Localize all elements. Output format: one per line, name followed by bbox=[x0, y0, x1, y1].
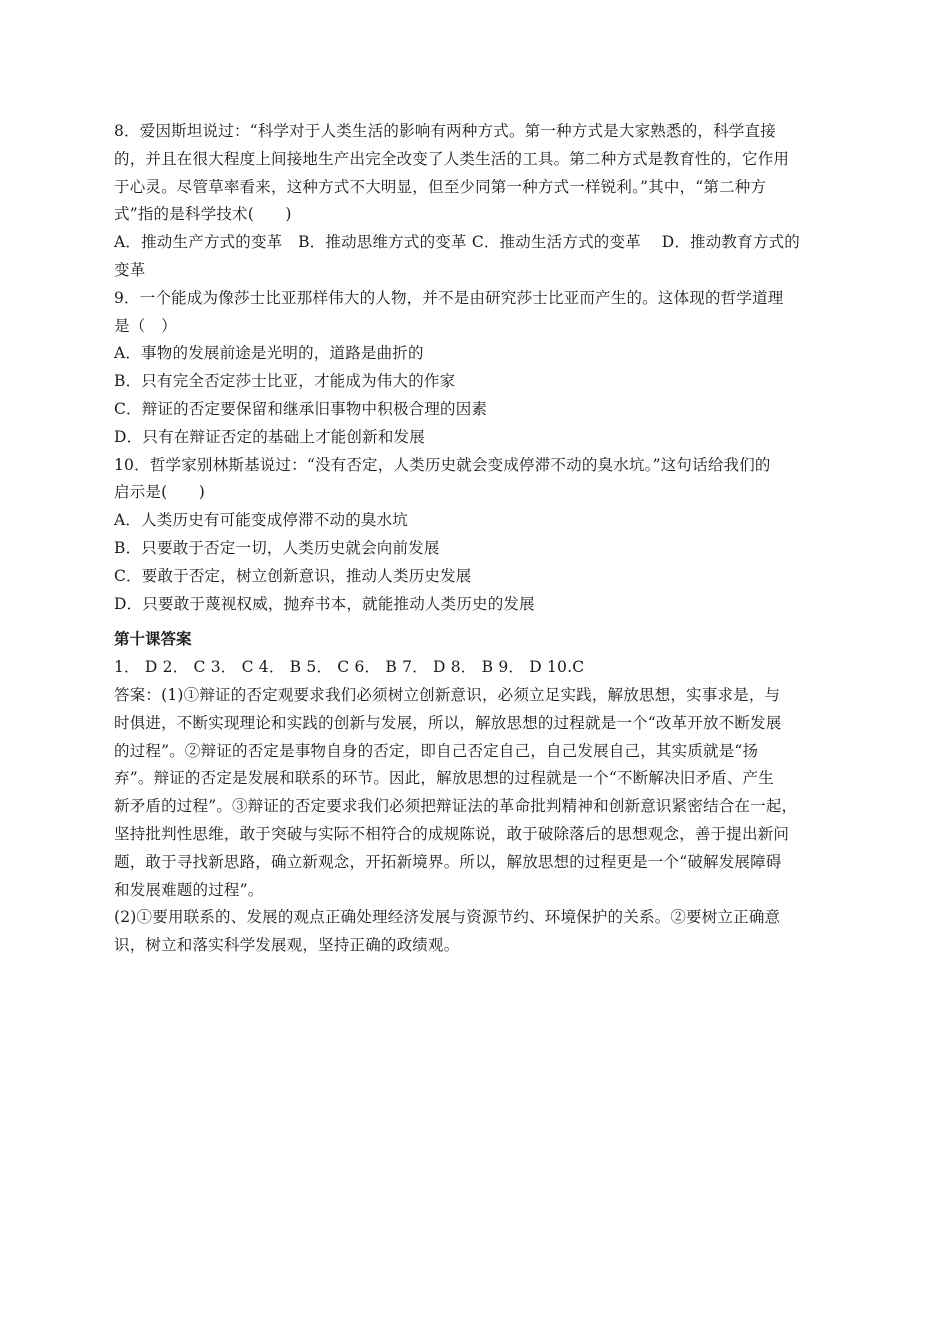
answer-line: 和发展难题的过程”。 bbox=[114, 880, 264, 899]
question-10-line: 启示是( ) bbox=[114, 483, 205, 502]
question-10-option-d: D．只要敢于蔑视权威，抛弃书本，就能推动人类历史的发展 bbox=[114, 594, 535, 613]
question-8-line: 8．爱因斯坦说过：“科学对于人类生活的影响有两种方式。第一种方式是大家熟悉的，科学直接 bbox=[114, 122, 776, 140]
answer-key: 1． D 2． C 3． C 4． B 5． C 6． B 7． D 8． B 9． D 10.C bbox=[114, 658, 585, 677]
question-10 bbox=[114, 452, 840, 619]
question-9-option-b: B．只有完全否定莎士比亚，才能成为伟大的作家 bbox=[114, 372, 456, 391]
answer-part-1 bbox=[114, 682, 840, 904]
answer-line: 弃”。辩证的否定是发展和联系的环节。因此，解放思想的过程就是一个“不断解决旧矛盾、产生 bbox=[114, 769, 774, 788]
answer-line: 新矛盾的过程”。③辩证的否定要求我们必须把辩证法的革命批判精神和创新意识紧密结合在一起， bbox=[114, 797, 798, 816]
question-8-line: 于心灵。尽管草率看来，这种方式不大明显，但至少同第一种方式一样锐利。”其中，“第二种方 bbox=[114, 177, 767, 196]
answer-line: 答案：(1)①辩证的否定观要求我们必须树立创新意识，必须立足实践，解放思想，实事求是，与 bbox=[114, 685, 781, 704]
answers-heading: 第十课答案 bbox=[114, 630, 192, 649]
question-10-line: 10．哲学家别林斯基说过：“没有否定，人类历史就会变成停滞不动的臭水坑。”这句话给我们的 bbox=[114, 455, 771, 474]
answer-part-2 bbox=[114, 904, 840, 960]
answer-line: (2)①要用联系的、发展的观点正确处理经济发展与资源节约、环境保护的关系。②要树立正确意 bbox=[114, 908, 781, 927]
answer-line: 的过程”。②辩证的否定是事物自身的否定，即自己否定自己，自己发展自己，其实质就是“扬 bbox=[114, 741, 759, 760]
answer-line: 题，敢于寻找新思路，确立新观念，开拓新境界。所以，解放思想的过程更是一个“破解发展障碍 bbox=[114, 852, 782, 871]
question-9-option-d: D．只有在辩证否定的基础上才能创新和发展 bbox=[114, 427, 425, 446]
question-8 bbox=[114, 118, 840, 285]
question-9-line: 是（ ） bbox=[114, 316, 177, 335]
document-page bbox=[114, 118, 840, 960]
answer-line: 时俱进，不断实现理论和实践的创新与发展，所以，解放思想的过程就是一个“改革开放不断发展 bbox=[114, 713, 782, 732]
question-9-option-c: C．辩证的否定要保留和继承旧事物中积极合理的因素 bbox=[114, 399, 488, 418]
question-8-options: A．推动生产方式的变革 B．推动思维方式的变革 C．推动生活方式的变革 D．推动教育方式的 bbox=[114, 233, 800, 252]
question-8-options: 变革 bbox=[114, 260, 146, 279]
question-8-line: 式”指的是科学技术( ) bbox=[114, 205, 292, 224]
question-10-option-a: A．人类历史有可能变成停滞不动的臭水坑 bbox=[114, 511, 408, 530]
answer-line: 坚持批判性思维，敢于突破与实际不相符合的成规陈说，敢于破除落后的思想观念，善于提出新问 bbox=[114, 824, 790, 843]
question-9-line: 9．一个能成为像莎士比亚那样伟大的人物，并不是由研究莎士比亚而产生的。这体现的哲学道理 bbox=[114, 288, 784, 307]
question-9 bbox=[114, 285, 840, 452]
question-9-option-a: A．事物的发展前途是光明的，道路是曲折的 bbox=[114, 344, 424, 363]
question-10-option-b: B．只要敢于否定一切，人类历史就会向前发展 bbox=[114, 538, 440, 557]
answer-line: 识，树立和落实科学发展观，坚持正确的政绩观。 bbox=[114, 936, 460, 955]
question-8-line: 的，并且在很大程度上间接地生产出完全改变了人类生活的工具。第二种方式是教育性的，它作用 bbox=[114, 149, 790, 168]
question-10-option-c: C．要敢于否定，树立创新意识，推动人类历史发展 bbox=[114, 566, 472, 585]
